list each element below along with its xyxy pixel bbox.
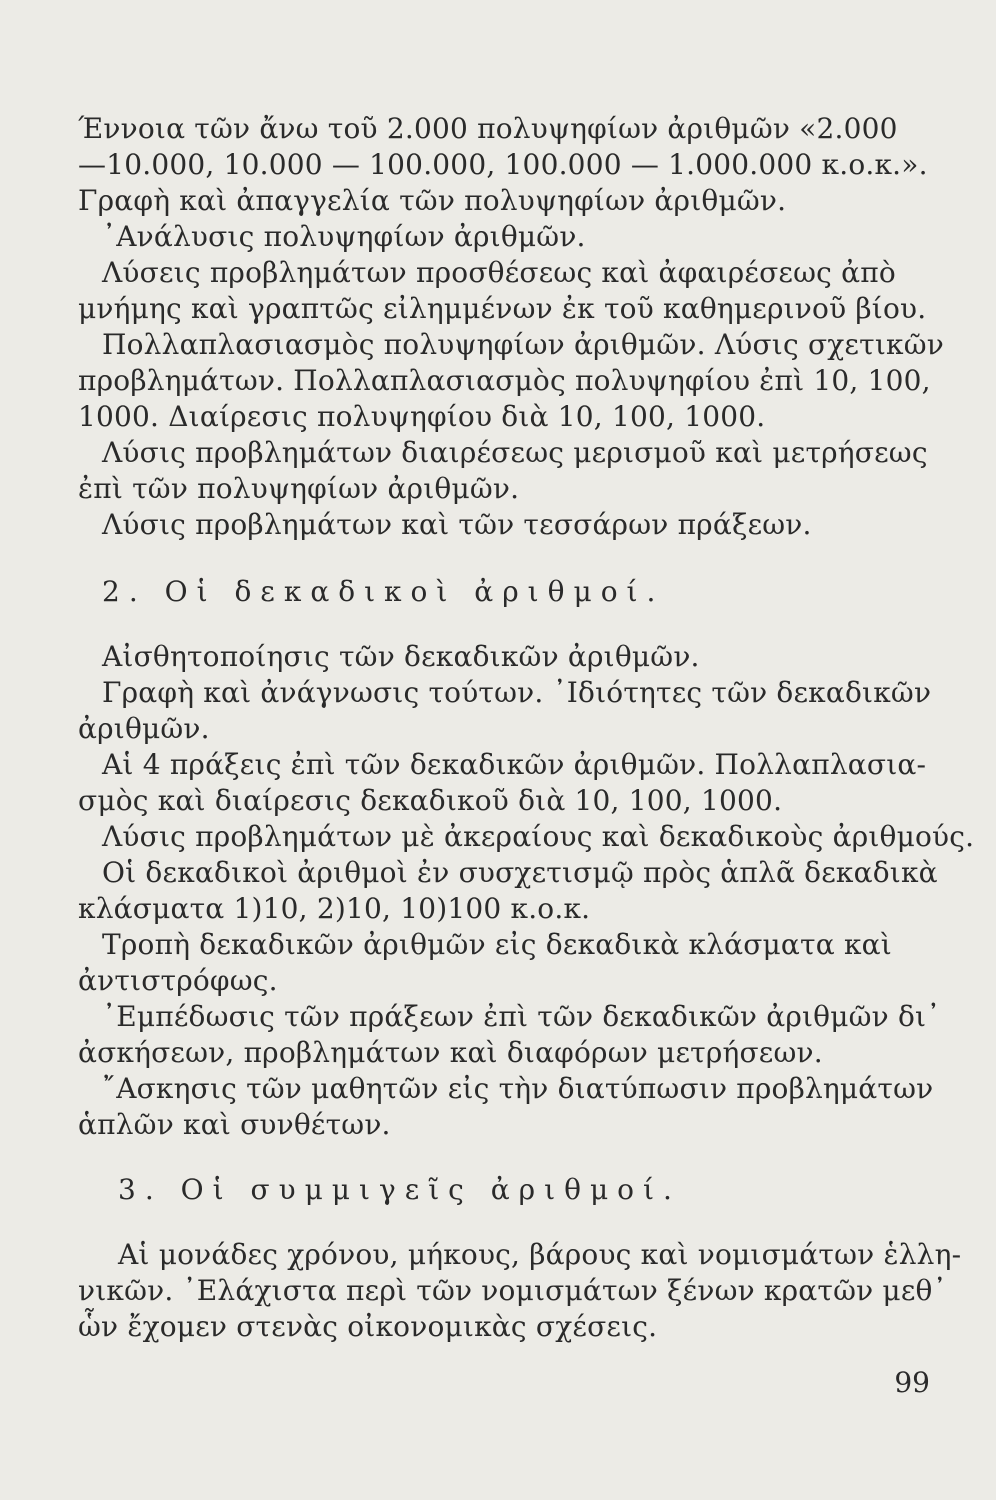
text-line: —10.000, 10.000 — 100.000, 100.000 — 1.000.000 κ.ο.κ.». (78, 148, 928, 181)
text-line: Γραφὴ καὶ ἀπαγγελία τῶν πολυψηφίων ἀριθμῶν. (78, 184, 787, 217)
text-line: μνήμης καὶ γραπτῶς εἰλημμένων ἐκ τοῦ καθημερινοῦ βίου. (78, 292, 927, 325)
text-line: ὧν ἔχομεν στενὰς οἰκονομικὰς σχέσεις. (78, 1310, 658, 1343)
text-line: ἀριθμῶν. (78, 712, 210, 745)
text-line: Λύσεις προβλημάτων προσθέσεως καὶ ἀφαιρέσεως ἀπὸ (102, 256, 896, 289)
text-line: ἀσκήσεων, προβλημάτων καὶ διαφόρων μετρήσεων. (78, 1036, 823, 1069)
text-line: Αἱ 4 πράξεις ἐπὶ τῶν δεκαδικῶν ἀριθμῶν. Πολλαπλασια- (102, 748, 927, 781)
text-line: Γραφὴ καὶ ἀνάγνωσις τούτων. ᾿Ιδιότητες τῶν δεκαδικῶν (102, 676, 932, 709)
section-heading: 3. Οἱ συμμιγεῖς ἀριθμοί. (118, 1173, 681, 1206)
text-line: ἁπλῶν καὶ συνθέτων. (78, 1108, 391, 1141)
text-line: νικῶν. ᾿Ελάχιστα περὶ τῶν νομισμάτων ξένων κρατῶν μεθ᾿ (78, 1274, 947, 1307)
text-line: προβλημάτων. Πολλαπλασιασμὸς πολυψηφίου ἐπὶ 10, 100, (78, 364, 931, 397)
text-line: Πολλαπλασιασμὸς πολυψηφίων ἀριθμῶν. Λύσις σχετικῶν (102, 328, 944, 361)
text-line: Αἱ μονάδες χρόνου, μήκους, βάρους καὶ νομισμάτων ἑλλη- (118, 1238, 962, 1271)
text-line: ἀντιστρόφως. (78, 964, 278, 997)
text-line: ᾿Ανάλυσις πολυψηφίων ἀριθμῶν. (102, 220, 586, 253)
page-number: 99 (894, 1366, 930, 1399)
text-line: ἐπὶ τῶν πολυψηφίων ἀριθμῶν. (78, 472, 520, 505)
text-line: 1000. Διαίρεσις πολυψηφίου διὰ 10, 100, 1000. (78, 400, 766, 433)
text-line: Λύσις προβλημάτων καὶ τῶν τεσσάρων πράξεων. (102, 508, 812, 541)
section-heading: 2. Οἱ δεκαδικοὶ ἀριθμοί. (102, 575, 665, 608)
text-line: Έννοια τῶν ἄνω τοῦ 2.000 πολυψηφίων ἀριθμῶν «2.000 (78, 112, 898, 145)
text-line: ᾿Εμπέδωσις τῶν πράξεων ἐπὶ τῶν δεκαδικῶν ἀριθμῶν δι᾿ (102, 1000, 941, 1033)
text-line: Οἱ δεκαδικοὶ ἀριθμοὶ ἐν συσχετισμῷ πρὸς ἁπλᾶ δεκαδικὰ (102, 856, 938, 889)
text-line: Λύσις προβλημάτων μὲ ἀκεραίους καὶ δεκαδικοὺς ἀριθμούς. (102, 820, 975, 853)
text-line: ῎Ασκησις τῶν μαθητῶν εἰς τὴν διατύπωσιν προβλημάτων (102, 1072, 934, 1105)
text-line: Λύσις προβλημάτων διαιρέσεως μερισμοῦ καὶ μετρήσεως (102, 436, 928, 469)
text-line: Τροπὴ δεκαδικῶν ἀριθμῶν εἰς δεκαδικὰ κλάσματα καὶ (102, 928, 892, 961)
text-line: κλάσματα 1)10, 2)10, 10)100 κ.ο.κ. (78, 892, 591, 925)
text-line: Αἰσθητοποίησις τῶν δεκαδικῶν ἀριθμῶν. (102, 640, 700, 673)
text-line: σμὸς καὶ διαίρεσις δεκαδικοῦ διὰ 10, 100, 1000. (78, 784, 783, 817)
